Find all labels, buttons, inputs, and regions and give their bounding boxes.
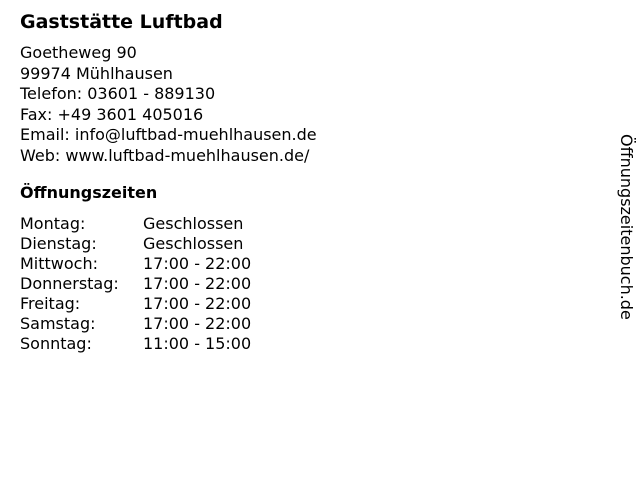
hours-row-friday xyxy=(20,294,251,314)
day-label: Sonntag: xyxy=(20,334,92,353)
hours-row-thursday xyxy=(20,274,251,294)
time-value: 17:00 - 22:00 xyxy=(143,274,252,293)
opening-hours-heading: Öffnungszeiten xyxy=(20,183,158,202)
email-address: Email: info@luftbad-muehlhausen.de xyxy=(20,125,317,144)
phone-number: Telefon: 03601 - 889130 xyxy=(20,84,216,103)
day-label: Mittwoch: xyxy=(20,254,98,273)
day-label: Samstag: xyxy=(20,314,96,333)
day-label: Freitag: xyxy=(20,294,81,313)
contact-block xyxy=(20,43,317,166)
hours-row-monday xyxy=(20,214,251,234)
time-value: 11:00 - 15:00 xyxy=(143,334,252,353)
time-value: Geschlossen xyxy=(143,214,244,233)
hours-row-sunday xyxy=(20,334,251,354)
website-address: Web: www.luftbad-muehlhausen.de/ xyxy=(20,145,310,165)
hours-row-tuesday xyxy=(20,234,251,254)
time-value: 17:00 - 22:00 xyxy=(143,314,252,333)
opening-hours-table xyxy=(20,214,251,354)
business-name: Gaststätte Luftbad xyxy=(20,11,223,33)
day-label: Dienstag: xyxy=(20,234,97,253)
fax-number: Fax: +49 3601 405016 xyxy=(20,104,204,124)
hours-row-saturday xyxy=(20,314,251,334)
hours-row-wednesday xyxy=(20,254,251,274)
address-city: 99974 Mühlhausen xyxy=(20,63,173,83)
address-street: Goetheweg 90 xyxy=(20,43,137,62)
time-value: 17:00 - 22:00 xyxy=(143,294,252,313)
time-value: Geschlossen xyxy=(143,234,244,253)
time-value: 17:00 - 22:00 xyxy=(143,254,252,273)
day-label: Donnerstag: xyxy=(20,274,119,293)
day-label: Montag: xyxy=(20,214,86,233)
site-watermark: Öffnungszeitenbuch.de xyxy=(617,134,636,320)
